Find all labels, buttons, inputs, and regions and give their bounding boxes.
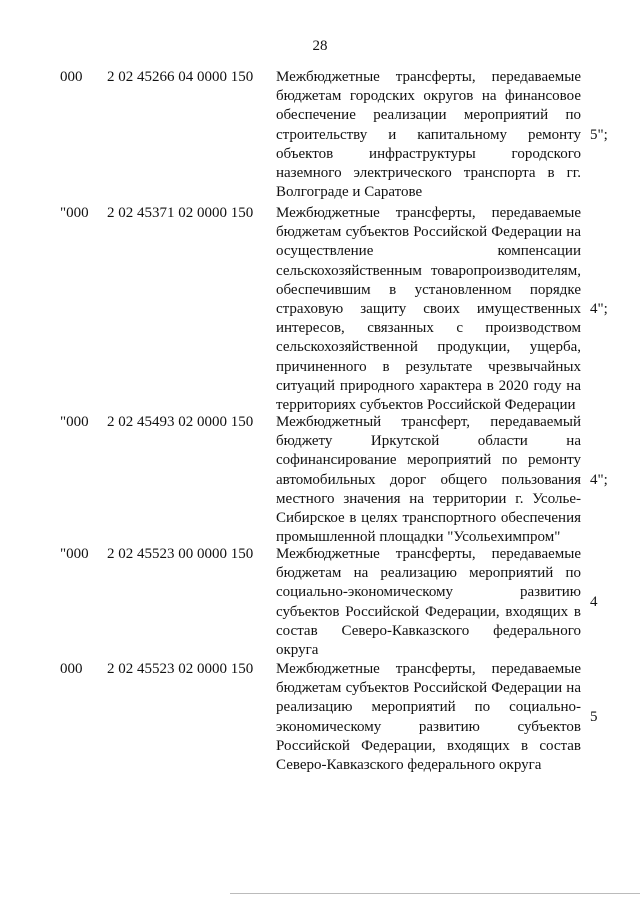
budget-classification-code: 2 02 45523 00 0000 150 <box>107 546 254 562</box>
budget-classification-code: 2 02 45493 02 0000 150 <box>107 414 254 430</box>
row-description: Межбюджетные трансферты, передаваемые бюджетам субъектов Российской Федерации на реализацию мероприятий по социально-экономическому развитию субъектов Российской Федерации, входящих в состав Северо-Кавказского федерального округа <box>276 661 581 774</box>
admin-code: "000 <box>60 414 89 430</box>
row-value: 4 <box>590 594 598 610</box>
page-number: 28 <box>312 38 328 54</box>
budget-classification-code: 2 02 45371 02 0000 150 <box>107 205 254 221</box>
budget-classification-code: 2 02 45266 04 0000 150 <box>107 69 254 85</box>
page-bottom-rule <box>230 893 640 894</box>
admin-code: "000 <box>60 546 89 562</box>
budget-classification-code: 2 02 45523 02 0000 150 <box>107 661 254 677</box>
row-description: Межбюджетный трансферт, передаваемый бюджету Иркутской области на софинансирование мероприятий по ремонту автомобильных дорог общего пользования местного значения на территории г. Усолье-Сибирское в целях транспортного обеспечения промышленной площадки "Усольехимпром" <box>276 414 581 546</box>
row-description: Межбюджетные трансферты, передаваемые бюджетам субъектов Российской Федерации на осуществление компенсации сельскохозяйственным товаропроизводителям, обеспечившим в установленном порядке страховую защиту своих имущественных интересов, связанных с производством сельскохозяйственной продукции, ущерба, причиненного в результате чрезвычайных ситуаций природного характера в 2020 году на территориях субъектов Российской Федерации <box>276 205 581 414</box>
admin-code: "000 <box>60 205 89 221</box>
row-description: Межбюджетные трансферты, передаваемые бюджетам на реализацию мероприятий по социально-экономическому развитию субъектов Российской Федерации, входящих в состав Северо-Кавказского федерального округа <box>276 546 581 659</box>
admin-code: 000 <box>60 69 83 85</box>
row-value: 4"; <box>590 301 608 317</box>
row-value: 4"; <box>590 472 608 488</box>
row-value: 5 <box>590 709 598 725</box>
row-value: 5"; <box>590 127 608 143</box>
admin-code: 000 <box>60 661 83 677</box>
row-description: Межбюджетные трансферты, передаваемые бюджетам городских округов на финансовое обеспечение реализации мероприятий по строительству и капитальному ремонту объектов инфраструктуры городского наземного электрического транспорта в гг. Волгограде и Саратове <box>276 69 581 201</box>
